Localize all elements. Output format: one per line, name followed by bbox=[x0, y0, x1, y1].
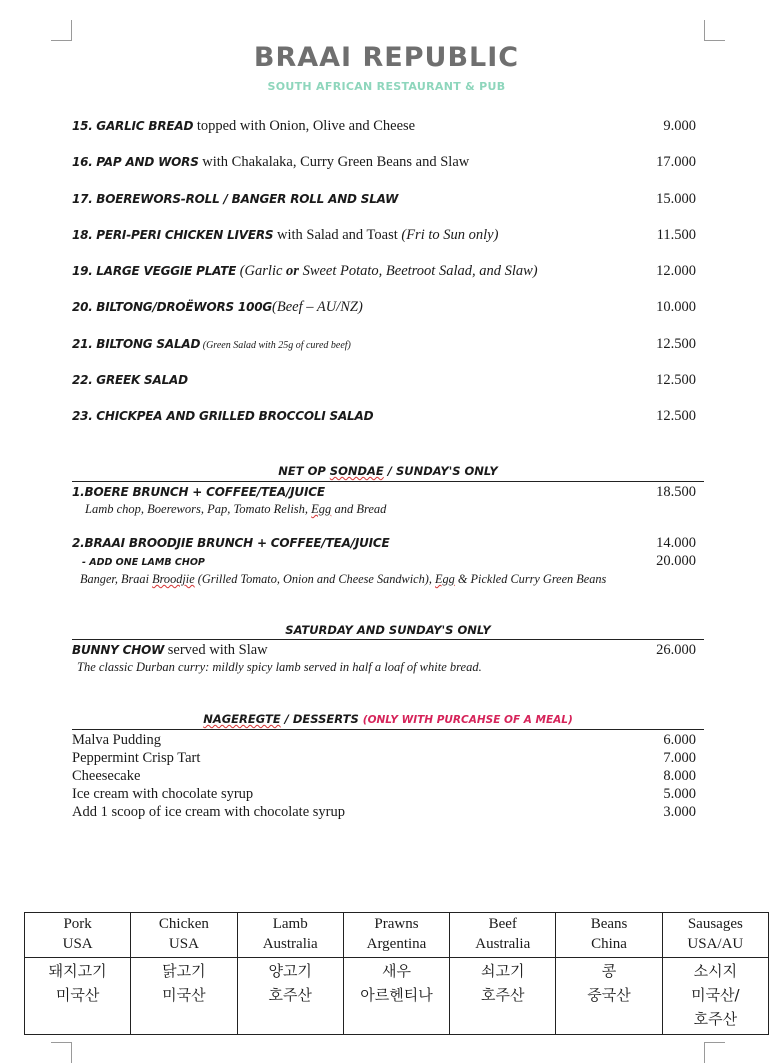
menu-item bbox=[72, 154, 696, 171]
desc-part: and Bread bbox=[331, 502, 387, 516]
origin-cell bbox=[450, 958, 556, 1035]
item-number: 20. bbox=[72, 300, 93, 314]
item-name: 1.BOERE BRUNCH + COFFEE/TEA/JUICE bbox=[72, 485, 325, 499]
menu-item bbox=[72, 118, 696, 135]
item-name: BILTONG SALAD bbox=[96, 337, 201, 351]
origin-cell bbox=[556, 913, 662, 958]
item-price: 12.500 bbox=[656, 372, 696, 388]
item-price: 12.500 bbox=[656, 408, 696, 424]
ingredient: Sausages bbox=[687, 916, 743, 932]
crop-mark-top-right bbox=[704, 20, 725, 41]
item-price: 18.500 bbox=[656, 484, 696, 500]
desc-broodjie: Broodjie bbox=[152, 572, 195, 586]
ingredient-ko: 새우 bbox=[381, 962, 411, 980]
origin-cell bbox=[131, 913, 237, 958]
item-price: 26.000 bbox=[656, 642, 696, 658]
dessert-item bbox=[72, 786, 696, 803]
desc-part: Banger, Braai bbox=[80, 572, 153, 586]
dessert-name: Cheesecake bbox=[72, 768, 141, 784]
item-long-description: The classic Durban curry: mildly spicy lamb served in half a loaf of white bread. bbox=[77, 660, 482, 674]
country: Australia bbox=[262, 936, 318, 952]
desserts-note: (ONLY WITH PURCAHSE OF A MEAL) bbox=[362, 714, 573, 726]
country: USA/AU bbox=[687, 936, 744, 952]
origin-table bbox=[24, 912, 769, 1035]
ingredient: Beef bbox=[488, 916, 517, 932]
item-note: (Green Salad with 25g of cured beef) bbox=[200, 340, 351, 351]
desserts-heading-nageregte: NAGEREGTE bbox=[203, 712, 281, 726]
origin-cell bbox=[25, 958, 131, 1035]
country: China bbox=[591, 936, 627, 952]
item-name: GARLIC BREAD bbox=[96, 119, 194, 133]
section-divider bbox=[72, 481, 704, 482]
desc-part: Lamb chop, Boerewors, Pap, Tomato Relish, bbox=[85, 502, 312, 516]
desc-egg: Egg bbox=[435, 572, 455, 586]
item-description: topped with Onion, Olive and Cheese bbox=[193, 118, 416, 134]
origin-cell bbox=[237, 913, 343, 958]
origin-korean-row bbox=[25, 958, 769, 1035]
origin-cell bbox=[131, 958, 237, 1035]
restaurant-name: BRAAI REPUBLIC bbox=[253, 42, 520, 73]
item-note: (Fri to Sun only) bbox=[401, 227, 499, 243]
item-number: 21. bbox=[72, 337, 93, 351]
item-description: served with Slaw bbox=[164, 642, 268, 658]
dessert-price: 7.000 bbox=[663, 750, 696, 766]
item-note-or: or bbox=[286, 263, 299, 279]
item-note-rest: Sweet Potato, Beetroot Salad, and Slaw) bbox=[298, 263, 538, 279]
menu-item bbox=[72, 535, 696, 552]
dessert-price: 3.000 bbox=[663, 804, 696, 820]
item-number: 17. bbox=[72, 192, 93, 206]
country-ko: 호주산 bbox=[693, 1010, 738, 1028]
menu-item bbox=[72, 372, 696, 389]
item-price: 10.000 bbox=[656, 299, 696, 315]
item-description: with Chakalaka, Curry Green Beans and Slaw bbox=[198, 154, 470, 170]
country: USA bbox=[62, 936, 93, 952]
section-divider bbox=[72, 639, 704, 640]
desserts-heading bbox=[72, 712, 704, 726]
ingredient: Prawns bbox=[374, 916, 419, 932]
menu-item-addon bbox=[72, 553, 696, 570]
item-note: (Garlic bbox=[236, 263, 287, 279]
menu-item bbox=[72, 408, 696, 425]
item-price: 12.000 bbox=[656, 263, 696, 279]
item-number: 19. bbox=[72, 264, 93, 278]
country: Argentina bbox=[366, 936, 427, 952]
item-note: (Beef – AU/NZ) bbox=[272, 299, 363, 315]
item-name: PAP AND WORS bbox=[96, 155, 199, 169]
dessert-price: 5.000 bbox=[663, 786, 696, 802]
sunday-heading-suffix: / SUNDAY'S ONLY bbox=[383, 464, 498, 478]
restaurant-tagline: SOUTH AFRICAN RESTAURANT & PUB bbox=[267, 80, 506, 93]
menu-item bbox=[72, 642, 696, 659]
country-ko: 호주산 bbox=[481, 986, 525, 1004]
menu-item bbox=[72, 484, 696, 501]
origin-cell bbox=[343, 913, 449, 958]
item-description bbox=[80, 572, 606, 587]
desc-part: (Grilled Tomato, Onion and Cheese Sandwich), bbox=[194, 572, 436, 586]
item-name: CHICKPEA AND GRILLED BROCCOLI SALAD bbox=[96, 409, 374, 423]
ingredient: Chicken bbox=[158, 916, 209, 932]
desserts-heading-suffix: / DESSERTS bbox=[280, 712, 359, 726]
menu-item bbox=[72, 191, 696, 208]
item-description: with Salad and Toast bbox=[273, 227, 402, 243]
dessert-item bbox=[72, 768, 696, 785]
dessert-item bbox=[72, 804, 696, 821]
dessert-item bbox=[72, 750, 696, 767]
ingredient-ko: 양고기 bbox=[268, 962, 312, 980]
dessert-price: 6.000 bbox=[663, 732, 696, 748]
dessert-name: Add 1 scoop of ice cream with chocolate syrup bbox=[72, 804, 345, 820]
addon-price: 20.000 bbox=[656, 553, 696, 569]
crop-mark-bottom-right bbox=[704, 1042, 725, 1063]
crop-mark-bottom-left bbox=[51, 1042, 72, 1063]
ingredient-ko: 돼지고기 bbox=[48, 962, 107, 980]
menu-item bbox=[72, 263, 696, 280]
menu-item bbox=[72, 299, 696, 316]
ingredient-ko: 닭고기 bbox=[162, 962, 206, 980]
item-name: PERI-PERI CHICKEN LIVERS bbox=[96, 228, 274, 242]
item-price: 15.000 bbox=[656, 191, 696, 207]
weekend-heading: SATURDAY AND SUNDAY'S ONLY bbox=[285, 623, 491, 637]
menu-item bbox=[72, 227, 696, 244]
menu-item bbox=[72, 336, 696, 353]
dessert-name: Peppermint Crisp Tart bbox=[72, 750, 201, 766]
item-price: 11.500 bbox=[656, 227, 696, 243]
country-ko: 미국산 bbox=[55, 986, 100, 1004]
origin-cell bbox=[237, 958, 343, 1035]
item-name: GREEK SALAD bbox=[96, 373, 188, 387]
dessert-price: 8.000 bbox=[663, 768, 696, 784]
item-description bbox=[85, 502, 386, 517]
ingredient: Lamb bbox=[272, 916, 308, 932]
dessert-item bbox=[72, 732, 696, 749]
desc-egg: Egg bbox=[311, 502, 332, 516]
origin-cell bbox=[450, 913, 556, 958]
origin-cell bbox=[25, 913, 131, 958]
ingredient: Pork bbox=[63, 916, 92, 932]
ingredient: Beans bbox=[590, 916, 628, 932]
country-ko: 호주산 bbox=[268, 986, 312, 1004]
origin-english-row bbox=[25, 913, 769, 958]
item-number: 23. bbox=[72, 409, 93, 423]
item-price: 12.500 bbox=[656, 336, 696, 352]
item-number: 18. bbox=[72, 228, 93, 242]
dessert-name: Malva Pudding bbox=[72, 732, 162, 748]
item-name: BUNNY CHOW bbox=[72, 643, 165, 657]
item-name: BILTONG/DROËWORS 100G bbox=[96, 300, 273, 314]
item-number: 16. bbox=[72, 155, 93, 169]
origin-cell bbox=[556, 958, 662, 1035]
country: USA bbox=[168, 936, 199, 952]
addon-name: - ADD ONE LAMB CHOP bbox=[82, 557, 205, 568]
origin-cell bbox=[662, 958, 768, 1035]
origin-cell bbox=[343, 958, 449, 1035]
dessert-name: Ice cream with chocolate syrup bbox=[72, 786, 254, 802]
desc-part: & Pickled Curry Green Beans bbox=[454, 572, 607, 586]
item-price: 14.000 bbox=[656, 535, 696, 551]
item-name: LARGE VEGGIE PLATE bbox=[96, 264, 237, 278]
item-name: 2.BRAAI BROODJIE BRUNCH + COFFEE/TEA/JUICE bbox=[72, 536, 390, 550]
sunday-heading bbox=[72, 464, 704, 478]
country-ko: 미국산 bbox=[162, 986, 206, 1004]
crop-mark-top-left bbox=[51, 20, 72, 41]
item-name: BOEREWORS-ROLL / BANGER ROLL AND SLAW bbox=[96, 192, 399, 206]
item-number: 15. bbox=[72, 119, 93, 133]
country-ko: 아르헨티나 bbox=[360, 986, 433, 1004]
item-price: 17.000 bbox=[656, 154, 696, 170]
sunday-heading-sondae: SONDAE bbox=[329, 464, 384, 478]
country-ko: 미국산/ bbox=[691, 986, 740, 1004]
origin-cell bbox=[662, 913, 768, 958]
country-ko: 중국산 bbox=[587, 986, 631, 1004]
item-price: 9.000 bbox=[663, 118, 696, 134]
item-number: 22. bbox=[72, 373, 93, 387]
sunday-heading-prefix: NET OP bbox=[278, 464, 330, 478]
country: Australia bbox=[475, 936, 531, 952]
ingredient-ko: 쇠고기 bbox=[481, 962, 525, 980]
ingredient-ko: 소시지 bbox=[693, 962, 738, 980]
section-divider bbox=[72, 729, 704, 730]
ingredient-ko: 콩 bbox=[601, 962, 617, 980]
